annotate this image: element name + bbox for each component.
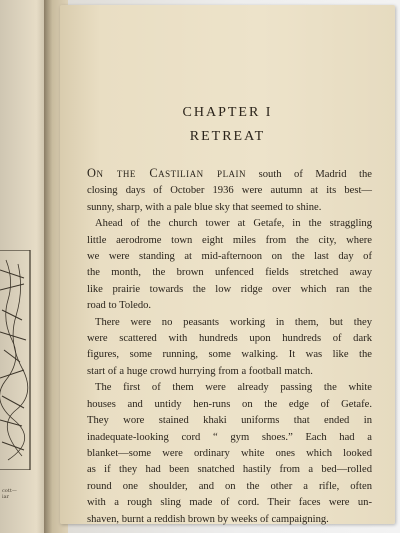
text-line: figures, some running, some walking. It was like the (87, 349, 372, 361)
text-line: road to Toledo. (87, 300, 152, 312)
text-line: like prairie towards the low ridge over which ran the (87, 283, 372, 295)
caption-line: cott— (2, 488, 17, 494)
text-line: as if they had been snatched hastily from a bed—rolled (87, 464, 372, 476)
engraving-illustration (0, 250, 34, 470)
body-text (87, 165, 372, 528)
text-line: houses and untidy hen-runs on the edge of Getafe. (87, 398, 372, 410)
book-page (60, 5, 395, 524)
text-line: The first of them were already passing the white (95, 382, 372, 394)
text-line: closing days of October 1936 were autumn at its best— (87, 185, 372, 197)
text-line: They wore stained khaki uniforms that ended in (87, 415, 372, 427)
text-line: sunny, sharp, with a pale blue sky that seemed to shine. (87, 201, 322, 213)
text-line: the month, the brown unfenced fields stretched away (87, 267, 372, 279)
opening-rest: south of Madrid the (246, 169, 372, 180)
caption-line: iar (2, 494, 9, 500)
text-line-opening (87, 165, 372, 183)
text-line: little aerodrome town eight miles from the city, where (87, 234, 372, 246)
text-line: round one shoulder, and on the other a rifle, often (87, 480, 372, 492)
text-line: we were standing at mid-afternoon on the last day of (87, 251, 372, 263)
text-line: inadequate-looking cord “ gym shoes.” Each had a (87, 431, 372, 443)
text-line: Ahead of the church tower at Getafe, in the straggling (95, 218, 372, 230)
text-line: with a rough sling made of cord. Their faces were un- (87, 497, 372, 509)
chapter-number: CHAPTER I (182, 105, 273, 120)
chapter-title: RETREAT (189, 129, 266, 144)
text-line: were scattered with hundreds upon hundreds of dark (87, 333, 372, 345)
opening-small-caps: On the Castilian plain (87, 166, 247, 180)
text-line: blanket—some were ordinary white ones which looked (87, 447, 372, 459)
text-line: start of a huge crowd hurrying from a football match. (87, 365, 313, 377)
text-line: There were no peasants working in them, but they (95, 316, 372, 328)
facing-page-caption (2, 488, 34, 500)
text-line: shaven, burnt a reddish brown by weeks of campaigning. (87, 513, 329, 525)
